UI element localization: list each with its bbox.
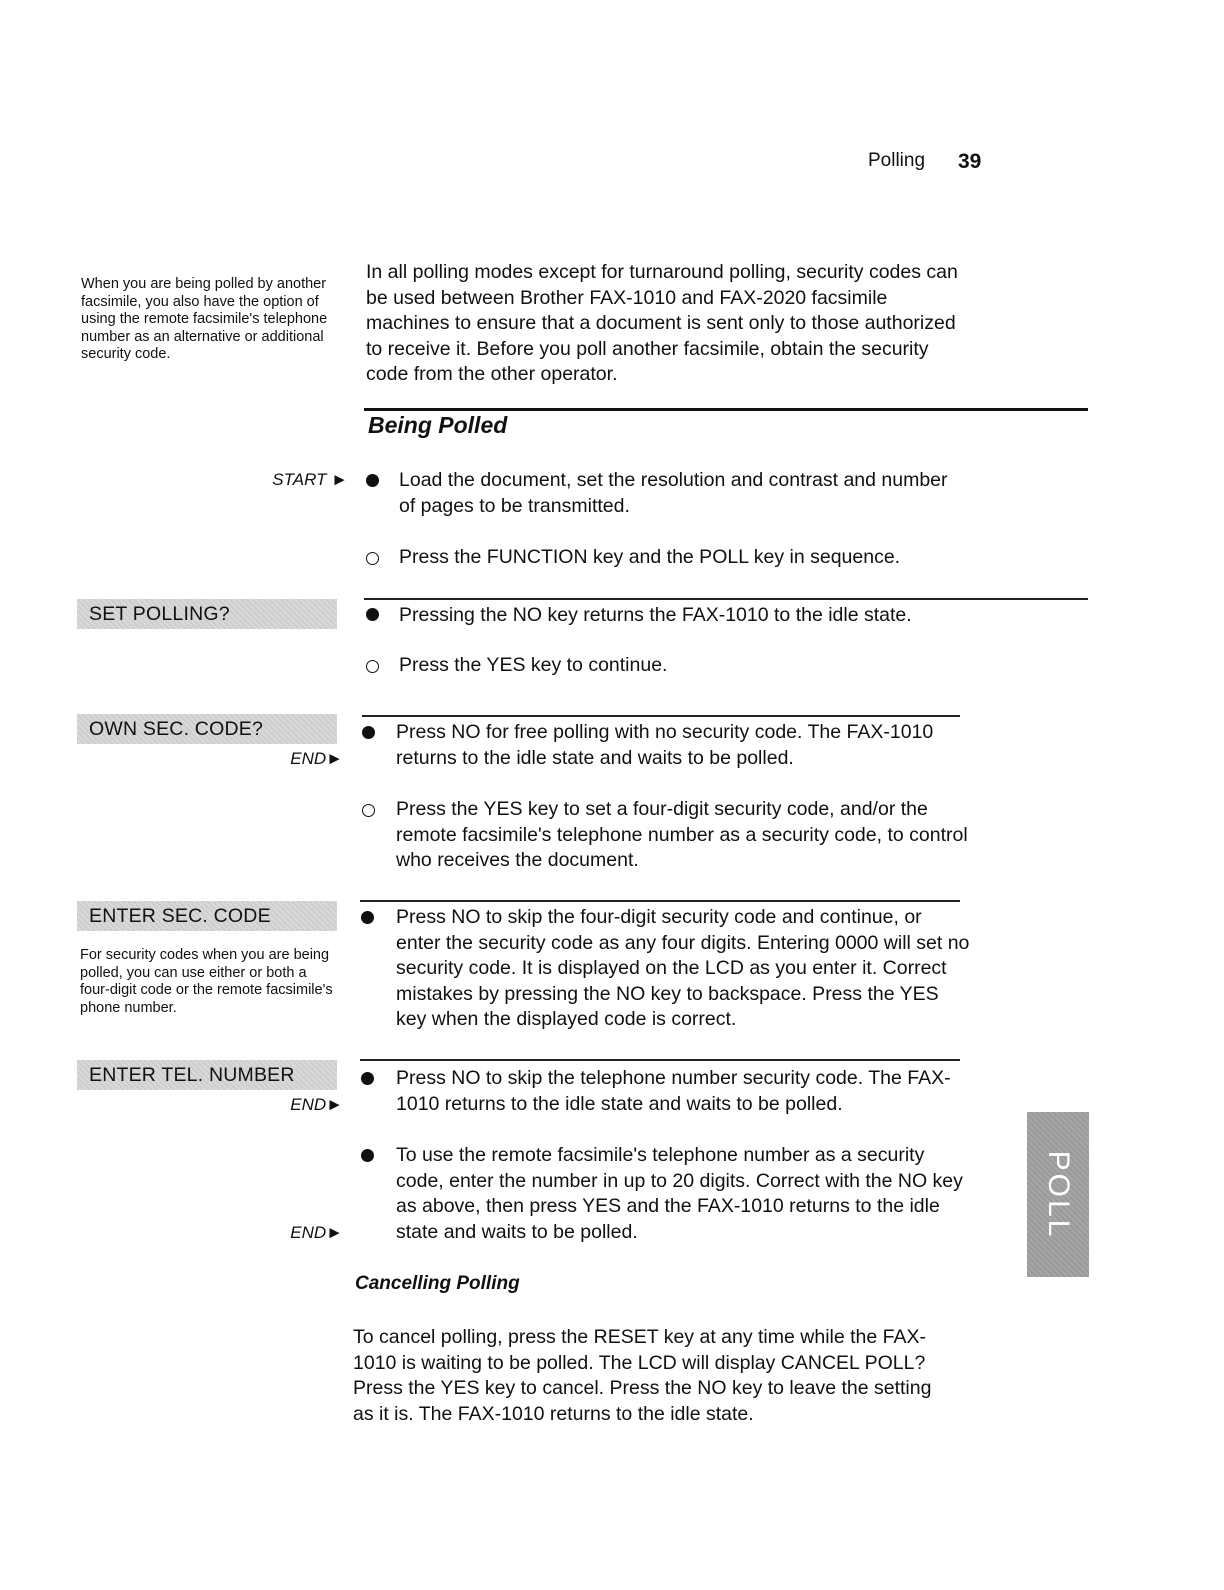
step-no-idle: Pressing the NO key returns the FAX-1010 to the idle state. xyxy=(399,604,912,626)
end-marker: END► xyxy=(290,1095,343,1114)
running-header-title: Polling xyxy=(868,150,926,171)
step-yes-continue: Press the YES key to continue. xyxy=(399,654,668,676)
step-rule xyxy=(360,1059,960,1061)
intro-paragraph: In all polling modes except for turnaround polling, security codes can be used between Brother FAX-1010 and FAX-2020 facsimile machines to ensure that a document is sent only to those authorized to receive it. Before you poll another facsimile, obtain the security code from the other operator. xyxy=(366,261,958,386)
step-rule xyxy=(362,715,960,717)
cancelling-paragraph: To cancel polling, press the RESET key at any time while the FAX-1010 is waiting to be polled. The LCD will display CANCEL POLL? Press the YES key to cancel. Press the NO key to leave the setting as it is. The FAX-1010 returns to the idle state. xyxy=(353,1326,932,1425)
section-tab xyxy=(1027,1112,1089,1277)
section-title: Being Polled xyxy=(368,412,508,438)
page-number: 39 xyxy=(958,150,982,173)
step-free-polling: Press NO for free polling with no security code. The FAX-1010 returns to the idle state and waits to be polled. xyxy=(396,721,934,769)
bullet-filled xyxy=(362,726,375,739)
bullet-filled xyxy=(361,911,374,924)
bullet-filled xyxy=(361,1072,374,1085)
section-rule xyxy=(364,408,1088,411)
step-press-function: Press the FUNCTION key and the POLL key in sequence. xyxy=(399,546,901,568)
bullet-filled xyxy=(366,608,379,621)
lcd-set-polling: SET POLLING? xyxy=(77,599,337,629)
bullet-filled xyxy=(361,1149,374,1162)
bullet-open xyxy=(362,804,375,817)
section-tab-label: POLL xyxy=(1042,1150,1075,1239)
lcd-enter-sec-code: ENTER SEC. CODE xyxy=(77,901,337,931)
end-marker: END► xyxy=(290,1223,343,1242)
side-note-security-codes: For security codes when you are being polled, you can use either or both a four-digit code or the remote facsimile's phone number. xyxy=(80,947,333,1016)
side-note-polled-by: When you are being polled by another facsimile, you also have the option of using the remote facsimile's telephone number as an alternative or additional security code. xyxy=(81,276,328,362)
step-set-code: Press the YES key to set a four-digit security code, and/or the remote facsimile's telephone number as a security code, to control who receives the document. xyxy=(396,798,968,872)
bullet-open xyxy=(366,552,379,565)
bullet-open xyxy=(366,660,379,673)
subsection-title: Cancelling Polling xyxy=(355,1273,520,1294)
end-marker: END► xyxy=(290,749,343,768)
step-rule xyxy=(364,598,1088,600)
step-skip-code: Press NO to skip the four-digit security code and continue, or enter the security code as any four digits. Entering 0000 will set no security code. It is displayed on the LCD as you enter it. Correct mistakes by pressing the NO key to backspace. Press the YES key when the displayed code is correct. xyxy=(396,906,970,1031)
lcd-enter-tel-number: ENTER TEL. NUMBER xyxy=(77,1060,337,1090)
start-marker: START ► xyxy=(272,470,348,489)
lcd-own-sec-code: OWN SEC. CODE? xyxy=(77,714,337,744)
bullet-filled xyxy=(366,474,379,487)
step-skip-tel: Press NO to skip the telephone number security code. The FAX-1010 returns to the idle state and waits to be polled. xyxy=(396,1067,951,1115)
step-use-tel: To use the remote facsimile's telephone number as a security code, enter the number in up to 20 digits. Correct with the NO key as above, then press YES and the FAX-1010 returns to the idle state and waits to be polled. xyxy=(396,1144,963,1243)
step-load: Load the document, set the resolution and contrast and number of pages to be transmitted. xyxy=(399,469,948,517)
step-rule xyxy=(360,900,960,902)
